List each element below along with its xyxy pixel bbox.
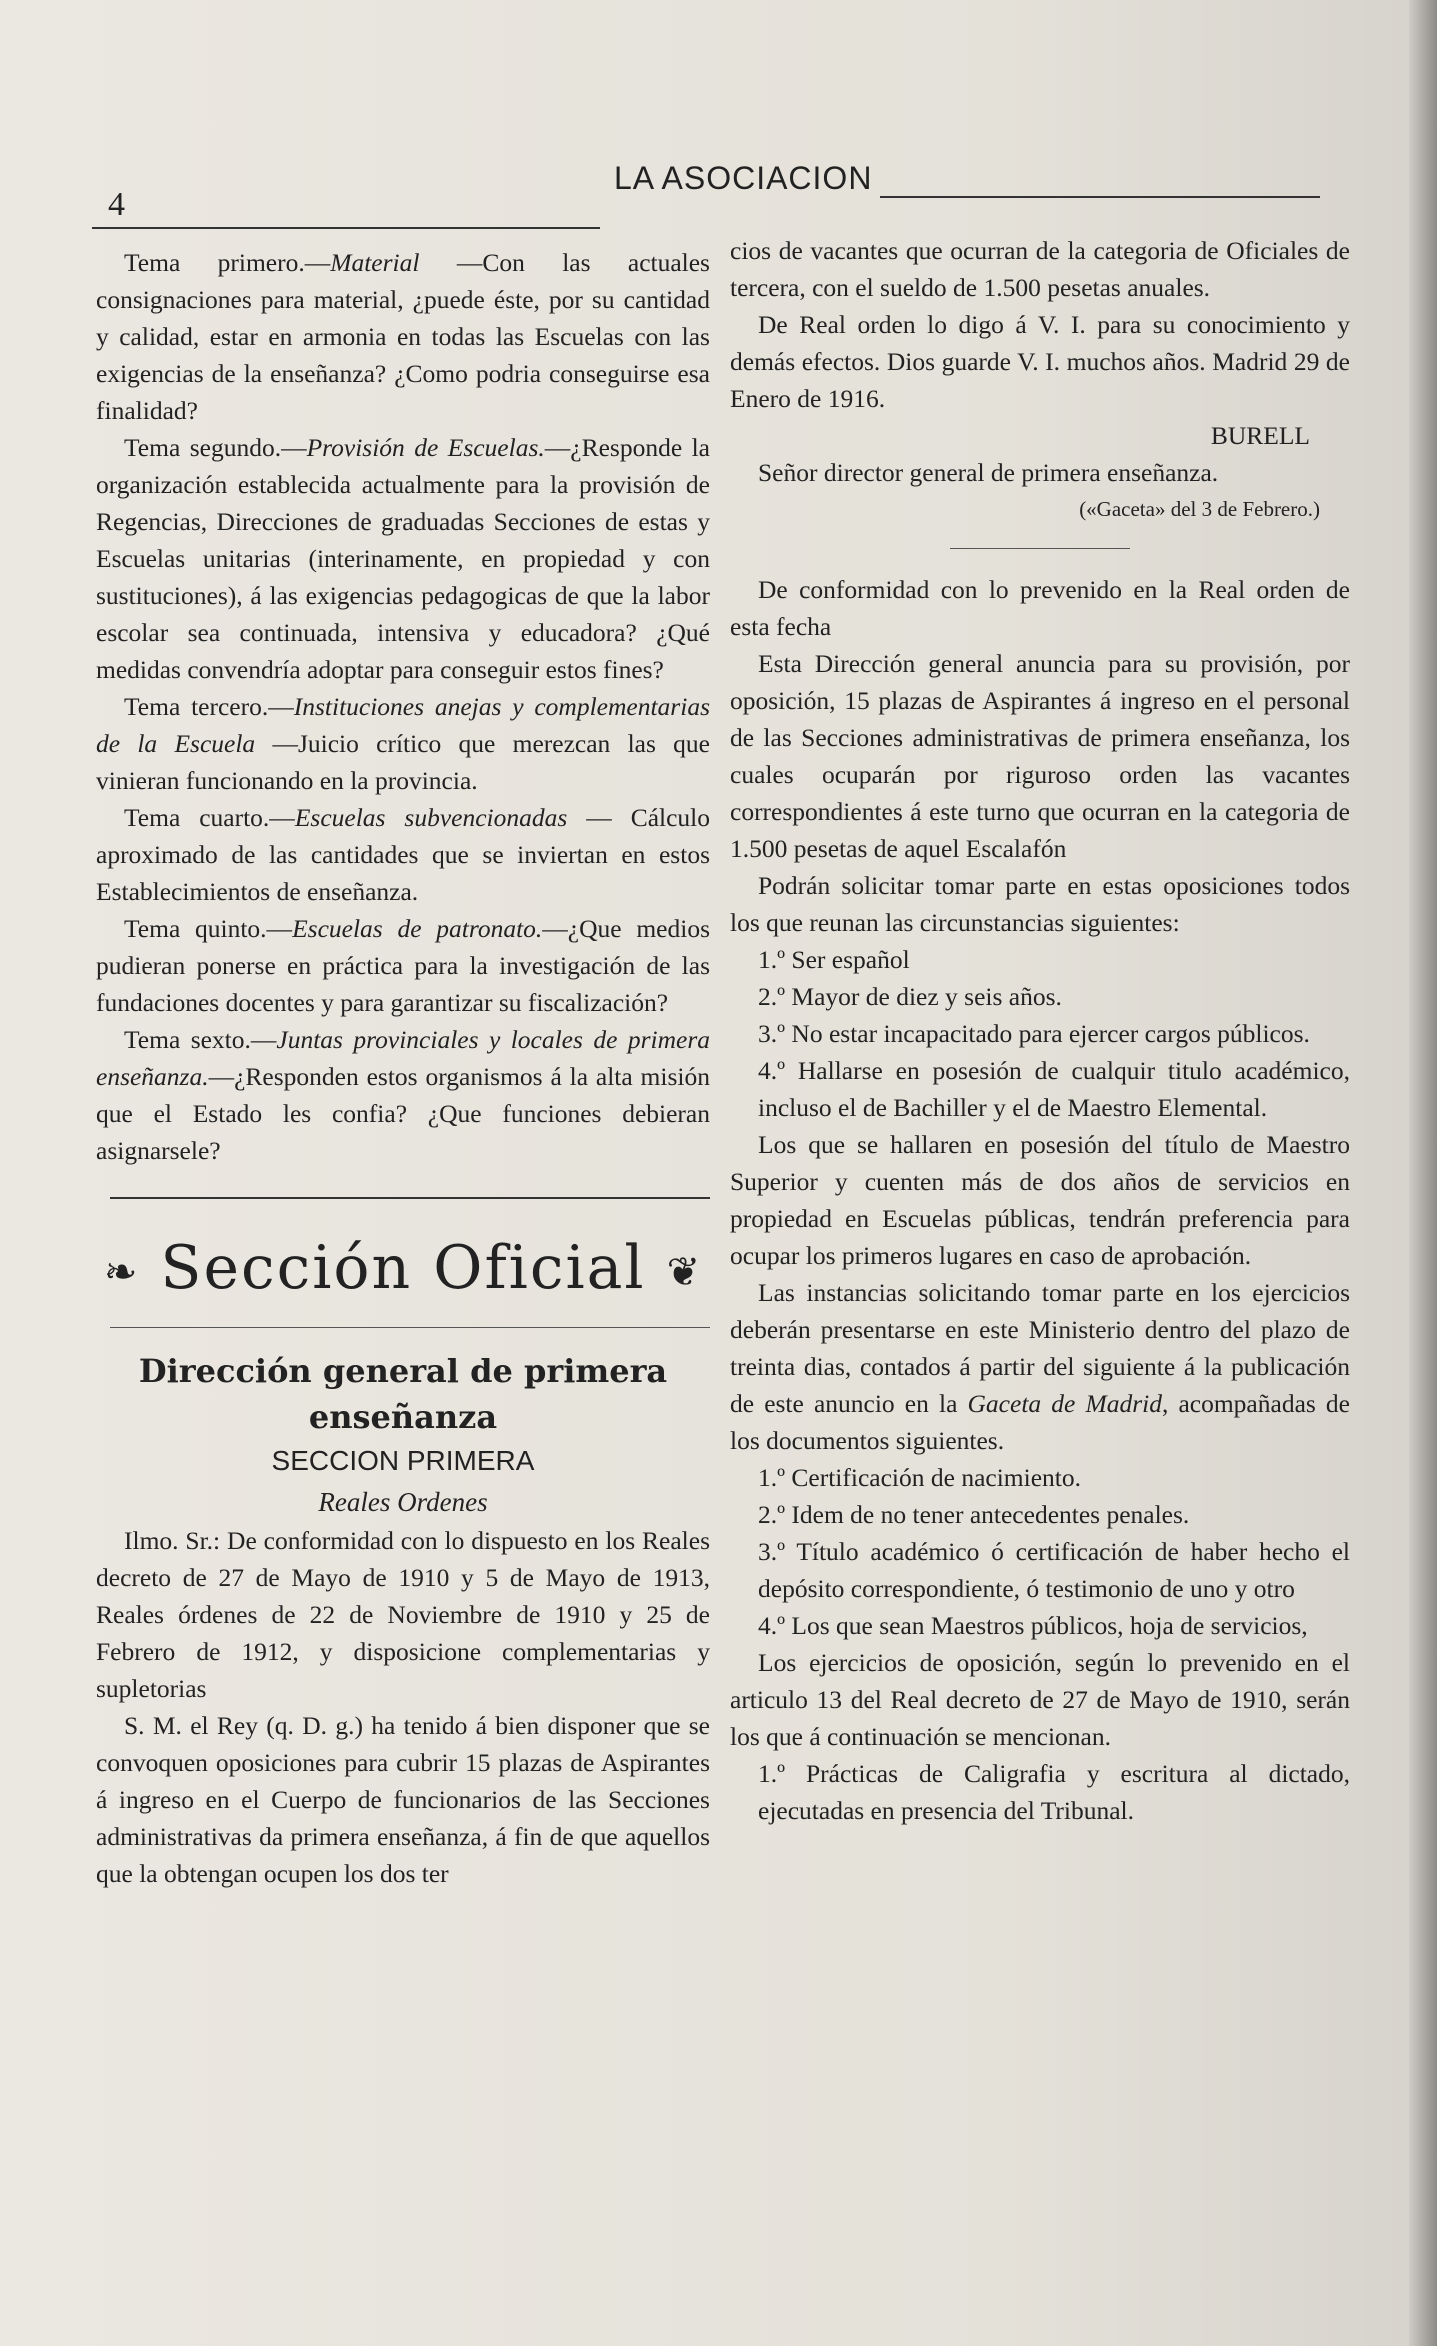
ornament-left-icon: ❧	[103, 1249, 140, 1296]
documento-item: 2.º Idem de no tener antecedentes penales.	[758, 1500, 1190, 1529]
requisito-item: 2.º Mayor de diez y seis años.	[758, 982, 1062, 1011]
tema-1: Tema primero.—Material —Con las actuales consignaciones para material, ¿puede éste, por su cantidad y calidad, estar en armonia en todas las Escuelas con las exigencias de la enseñanza? ¿Como podria conseguirse esa finalidad?	[96, 248, 710, 425]
tema-6: Tema sexto.—Juntas provinciales y locales de primera enseñanza.—¿Responden estos organismos á la alta misión que el Estado les confia? ¿Que funciones debieran asignarsele?	[96, 1025, 711, 1165]
direccion-heading: Dirección general de primera enseñanza	[138, 1352, 668, 1437]
reales-ordenes-heading: Reales Ordenes	[318, 1487, 488, 1518]
section-divider	[110, 1197, 710, 1199]
publication-title: LA ASOCIACION	[614, 160, 873, 196]
documento-item: 1.º Certificación de nacimiento.	[758, 1463, 1081, 1492]
page-edge	[1409, 0, 1437, 2346]
anuncio-paragraph: Esta Dirección general anuncia para su provisión, por oposición, 15 plazas de Aspirantes á ingreso en el personal de las Secciones administrativas de primera enseñanza, los cuales ocuparán por riguroso orden las vacantes correspondientes á este turno que ocurran en la categoria de 1.500 pesetas de aquel Escalafón	[730, 649, 1350, 863]
instancias-paragraph: Las instancias solicitando tomar parte en los ejercicios deberán presentarse en este Ministerio dentro del plazo de treinta dias, contados á partir del siguiente á la publicación de este anuncio en la Gaceta de Madrid, acompañadas de los documentos siguientes.	[730, 1278, 1351, 1455]
orden-continuation: cios de vacantes que ocurran de la categoria de Oficiales de tercera, con el sueldo de 1.500 pesetas anuales.	[730, 236, 1350, 302]
tema-3: Tema tercero.—Instituciones anejas y complementarias de la Escuela —Juicio crítico que merezcan las que vinieran funcionando en la provincia.	[96, 692, 710, 795]
section-divider-thin	[110, 1327, 710, 1328]
page-number: 4	[108, 186, 125, 223]
requisito-item: 1.º Ser español	[758, 945, 910, 974]
short-divider	[950, 548, 1130, 549]
tema-5: Tema quinto.—Escuelas de patronato.—¿Que medios pudieran ponerse en práctica para la investigación de las fundaciones docentes y para garantizar su fiscalización?	[96, 914, 711, 1017]
seccion-oficial-heading: ❧ Sección Oficial ❦	[103, 1233, 703, 1303]
signature: BURELL	[1210, 421, 1310, 450]
orden-paragraph-1: Ilmo. Sr.: De conformidad con lo dispuesto en los Reales decreto de 27 de Mayo de 1910 y 5 de Mayo de 1913, Reales órdenes de 22 de Noviembre de 1910 y 25 de Febrero de 1912, y disposicione complementarias y supletorias	[96, 1526, 710, 1704]
requisito-item: 4.º Hallarse en posesión de cualquir titulo académico, incluso el de Bachiller y el de Maestro Elemental.	[758, 1056, 1350, 1122]
documento-item: 3.º Título académico ó certificación de haber hecho el depósito correspondiente, ó testimonio de uno y otro	[758, 1537, 1350, 1603]
requisitos-intro: Podrán solicitar tomar parte en estas oposiciones todos los que reunan las circunstancias siguientes:	[730, 871, 1350, 937]
preferencia-paragraph: Los que se hallaren en posesión del título de Maestro Superior y cuenten más de dos años de servicios en propiedad en Escuelas públicas, tendrán preferencia para ocupar los primeros lugares en caso de aprobación.	[730, 1130, 1350, 1270]
tema-4: Tema cuarto.—Escuelas subvencionadas — Cálculo aproximado de las cantidades que se inviertan en estos Establecimientos de enseñanza.	[96, 803, 711, 906]
left-column	[96, 244, 710, 1892]
ejercicio-item: 1.º Prácticas de Caligrafia y escritura al dictado, ejecutadas en presencia del Tribunal.	[758, 1759, 1350, 1825]
requisito-item: 3.º No estar incapacitado para ejercer cargos públicos.	[758, 1019, 1310, 1048]
right-column	[730, 232, 1350, 1829]
header-rule-right	[880, 196, 1320, 198]
orden-paragraph-2: S. M. el Rey (q. D. g.) ha tenido á bien disponer que se convoquen oposiciones para cubrir 15 plazas de Aspirantes á ingreso en el Cuerpo de funcionarios de las Secciones administrativas da primera enseñanza, á fin de que aquellos que la obtengan ocupen los dos ter	[96, 1711, 710, 1889]
conformidad-paragraph: De conformidad con lo prevenido en la Real orden de esta fecha	[730, 575, 1350, 641]
orden-closing: De Real orden lo digo á V. I. para su conocimiento y demás efectos. Dios guarde V. I. muchos años. Madrid 29 de Enero de 1916.	[730, 310, 1350, 413]
ejercicios-paragraph: Los ejercicios de oposición, según lo prevenido en el articulo 13 del Real decreto de 27 de Mayo de 1910, serán los que á continuación se mencionan.	[730, 1648, 1350, 1751]
addressee: Señor director general de primera enseñanza.	[758, 458, 1219, 487]
seccion-primera-heading: SECCION PRIMERA	[271, 1445, 535, 1477]
documento-item: 4.º Los que sean Maestros públicos, hoja de servicios,	[758, 1611, 1308, 1640]
tema-2: Tema segundo.—Provisión de Escuelas.—¿Responde la organización establecida actualmente para la provisión de Regencias, Direcciones de graduadas Secciones de estas y Escuelas unitarias (interinamente, en propiedad y con sustituciones), á las exigencias pedagogicas de que la labor escolar sea continuada, intensiva y educadora? ¿Qué medidas convendría adoptar para conseguir estos fines?	[96, 433, 710, 684]
header-rule-left	[92, 227, 600, 229]
ornament-right-icon: ❦	[666, 1249, 703, 1296]
gaceta-reference: («Gaceta» del 3 de Febrero.)	[1079, 497, 1320, 521]
